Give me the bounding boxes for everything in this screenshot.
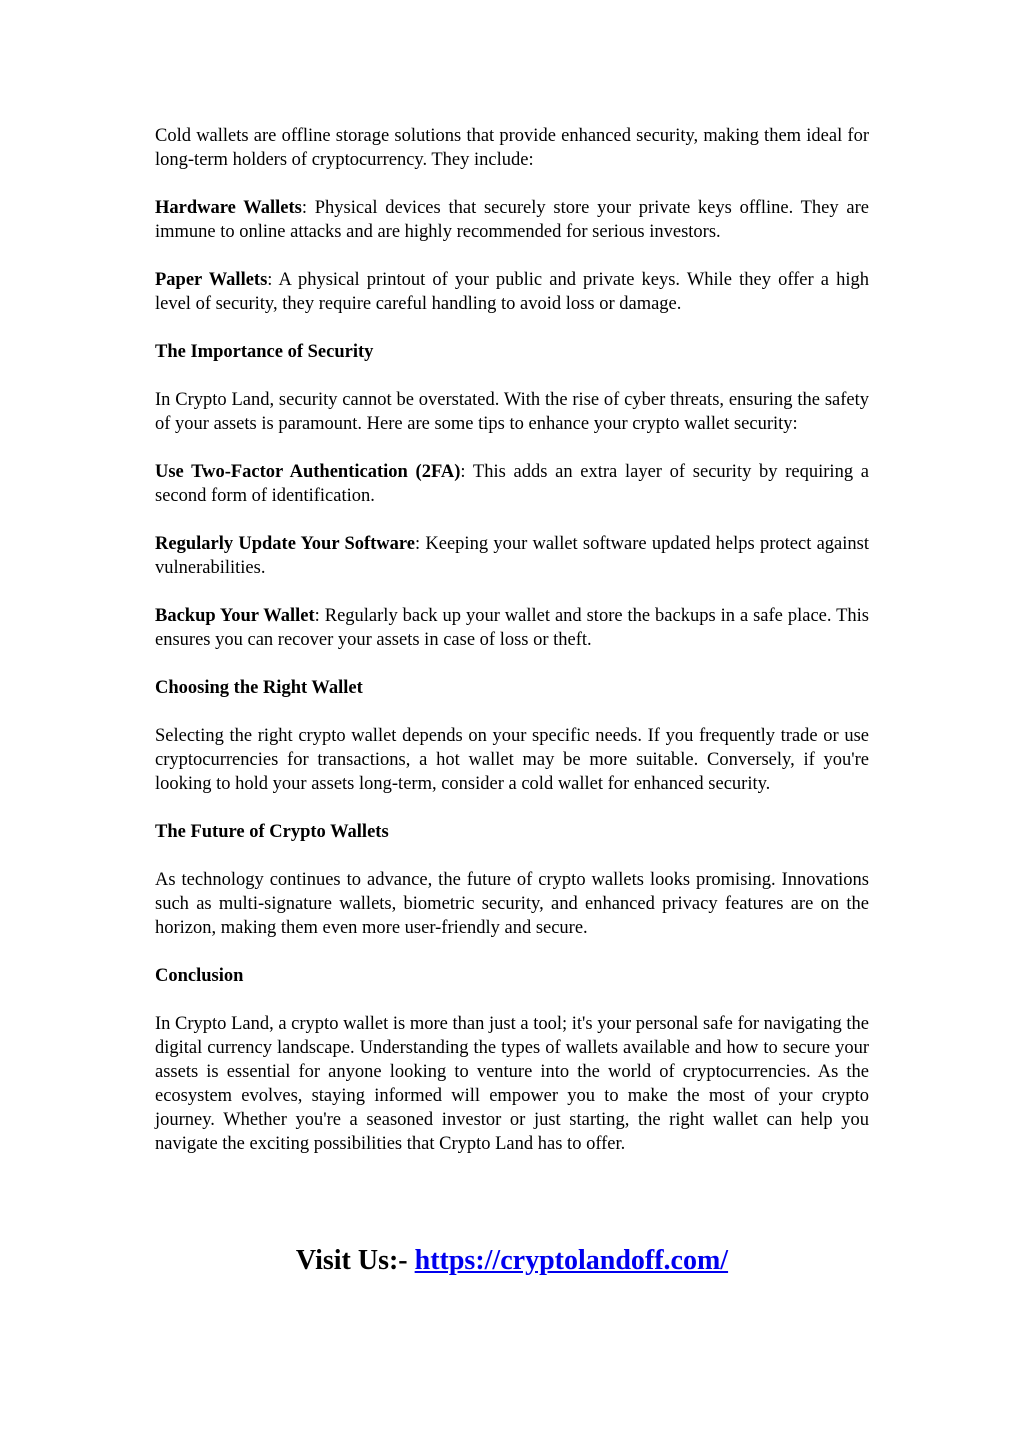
visit-us-label: Visit Us:- xyxy=(295,1245,415,1276)
hardware-wallets-paragraph xyxy=(155,196,869,244)
tip-2fa-term: Use Two-Factor Authentication (2FA) xyxy=(155,462,461,482)
paper-wallets-paragraph xyxy=(155,268,869,316)
hardware-wallets-term: Hardware Wallets xyxy=(155,198,302,218)
document-body xyxy=(155,124,869,1180)
conclusion-paragraph: In Crypto Land, a crypto wallet is more than just a tool; it's your personal safe for navigating the digital currency landscape. Understanding the types of wallets available and how to secure your assets is essential for anyone looking to venture into the world of cryptocurrencies. As the ecosystem evolves, staying informed will empower you to make the most of your crypto journey. Whether you're a seasoned investor or just starting, the right wallet can help you navigate the exciting possibilities that Crypto Land has to offer. xyxy=(155,1014,869,1154)
conclusion-heading: Conclusion xyxy=(155,966,244,986)
tip-update-text: : Keeping your wallet software updated helps protect against vulnerabilities. xyxy=(155,534,869,578)
tip-backup-text: : Regularly back up your wallet and store the backups in a safe place. This ensures you can recover your assets in case of loss or theft. xyxy=(155,606,869,650)
tip-backup-paragraph xyxy=(155,604,869,652)
choosing-heading: Choosing the Right Wallet xyxy=(155,678,363,698)
security-heading: The Importance of Security xyxy=(155,342,374,362)
tip-2fa-paragraph xyxy=(155,460,869,508)
hardware-wallets-text: : Physical devices that securely store your private keys offline. They are immune to online attacks and are highly recommended for serious investors. xyxy=(155,198,869,242)
choosing-paragraph: Selecting the right crypto wallet depends on your specific needs. If you frequently trade or use cryptocurrencies for transactions, a hot wallet may be more suitable. Conversely, if you're looking to hold your assets long-term, consider a cold wallet for enhanced security. xyxy=(155,726,869,794)
tip-update-term: Regularly Update Your Software xyxy=(155,534,416,554)
tip-backup-term: Backup Your Wallet xyxy=(155,606,315,626)
website-link[interactable]: https://cryptolandoff.com/ xyxy=(414,1245,729,1276)
paper-wallets-term: Paper Wallets xyxy=(155,270,268,290)
tip-update-paragraph xyxy=(155,532,869,580)
future-paragraph: As technology continues to advance, the future of crypto wallets looks promising. Innovations such as multi-signature wallets, biometric security, and enhanced privacy features are on the horizon, making them even more user-friendly and secure. xyxy=(155,870,869,938)
security-intro-paragraph: In Crypto Land, security cannot be overstated. With the rise of cyber threats, ensuring the safety of your assets is paramount. Here are some tips to enhance your crypto wallet security: xyxy=(155,390,869,434)
tip-2fa-text: : This adds an extra layer of security by requiring a second form of identification. xyxy=(155,462,869,506)
visit-us-line xyxy=(0,1243,1024,1279)
paper-wallets-text: : A physical printout of your public and private keys. While they offer a high level of security, they require careful handling to avoid loss or damage. xyxy=(155,270,869,314)
future-heading: The Future of Crypto Wallets xyxy=(155,822,389,842)
intro-paragraph: Cold wallets are offline storage solutions that provide enhanced security, making them ideal for long-term holders of cryptocurrency. They include: xyxy=(155,126,869,170)
